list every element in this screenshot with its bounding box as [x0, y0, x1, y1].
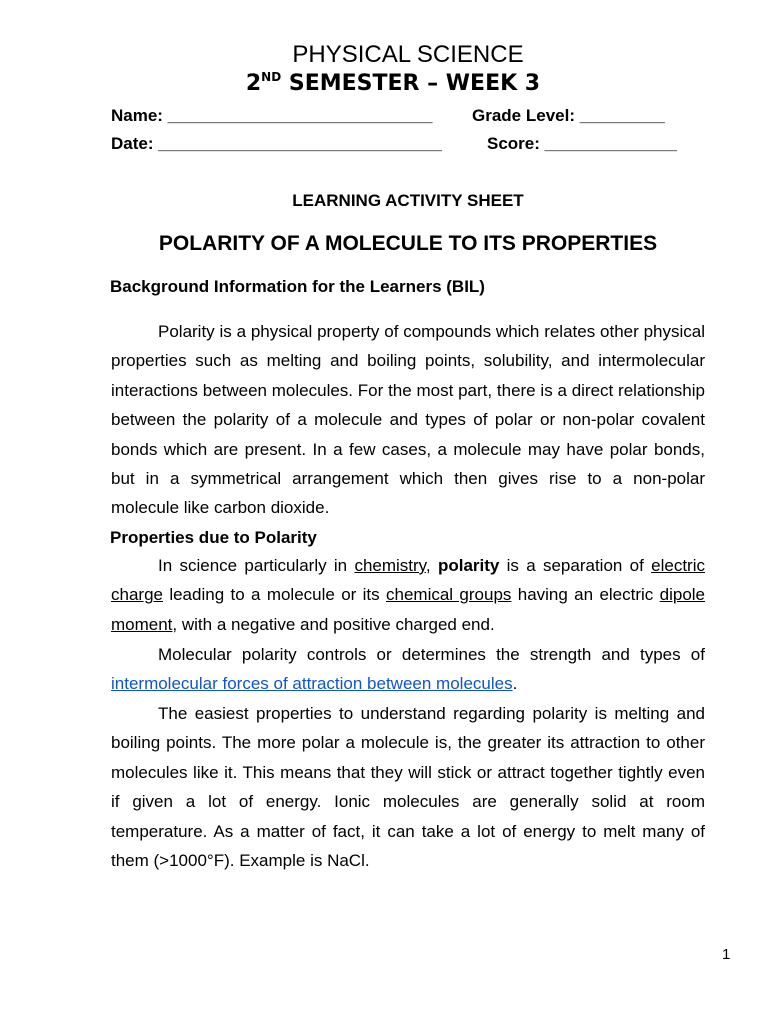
date-field[interactable]: Date: ______________________________ — [111, 134, 442, 153]
text-run: , — [425, 556, 438, 575]
polarity-definition-paragraph — [111, 551, 705, 639]
name-field[interactable]: Name: ____________________________ — [111, 106, 433, 125]
charge-link[interactable]: charge — [111, 585, 163, 605]
text-run: , with a negative and positive charged end. — [172, 614, 495, 634]
melting-boiling-paragraph: The easiest properties to understand regarding polarity is melting and boiling points. The more polar a molecule is, the greater its attraction to other molecules like it. This means that they will stick or attract together tightly even if given a lot of energy. Ionic molecules are generally solid at room temperature. As a matter of fact, it can take a lot of energy to melt many of them (>1000°F). Example is NaCl. — [111, 704, 705, 871]
intermolecular-forces-link[interactable]: intermolecular forces of attraction between molecules — [111, 674, 513, 694]
dipole-moment-link[interactable]: dipole moment — [111, 585, 706, 634]
chemical-groups-link[interactable]: chemical groups — [386, 585, 512, 605]
text-run: In science particularly in — [158, 556, 355, 575]
activity-label: LEARNING ACTIVITY SHEET — [292, 191, 524, 210]
text-run: Molecular polarity controls or determines the strength and types of — [158, 645, 705, 664]
semester-number: 2 — [245, 71, 262, 96]
semester-week: SEMESTER – WEEK 3 — [281, 71, 541, 96]
document-title: PHYSICAL SCIENCE — [292, 41, 524, 68]
bil-paragraph: Polarity is a physical property of compounds which relates other physical properties such as melting and boiling points, solubility, and intermolecular interactions between molecules. For the most part, there is a direct relationship between the polarity of a molecule and types of polar or non-polar covalent bonds which are present. In a few cases, a molecule may have polar bonds, but in a symmetrical arrangement which then gives rise to a non-polar molecule like carbon dioxide. — [111, 322, 705, 518]
text-run: leading to a molecule or its — [162, 585, 386, 605]
properties-heading: Properties due to Polarity — [110, 528, 317, 547]
electric-link[interactable]: electric — [651, 556, 705, 575]
text-run: is a separation of — [499, 556, 652, 575]
document-subtitle — [0, 70, 768, 96]
polarity-term: polarity — [437, 556, 500, 575]
bil-heading: Background Information for the Learners (BIL) — [110, 277, 485, 296]
chemistry-link[interactable]: chemistry — [354, 556, 426, 575]
molecular-polarity-paragraph — [111, 640, 705, 699]
text-run: . — [512, 674, 518, 694]
score-field[interactable]: Score: ______________ — [487, 134, 677, 153]
page-number: 1 — [722, 946, 731, 963]
semester-ordinal-suffix: ND — [261, 70, 282, 84]
grade-level-field[interactable]: Grade Level: _________ — [472, 106, 665, 125]
lesson-title: POLARITY OF A MOLECULE TO ITS PROPERTIES — [158, 232, 658, 255]
text-run: having an electric — [511, 585, 660, 605]
